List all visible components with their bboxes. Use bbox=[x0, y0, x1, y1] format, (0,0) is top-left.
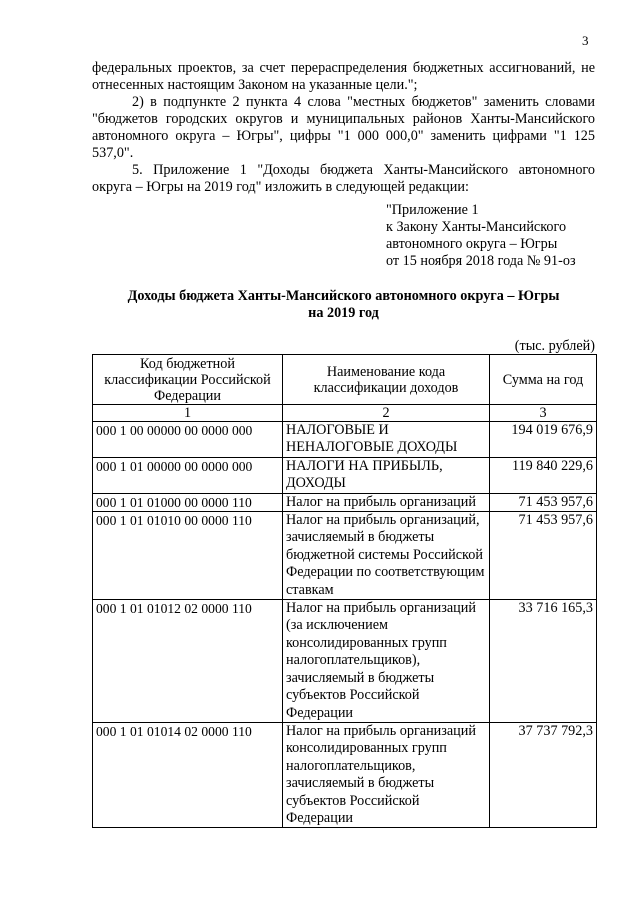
revenue-table bbox=[92, 354, 597, 828]
table-row bbox=[93, 457, 597, 493]
header-code: Код бюджетной классификации Российской Федерации bbox=[93, 355, 283, 405]
row-name: НАЛОГИ НА ПРИБЫЛЬ, ДОХОДЫ bbox=[283, 457, 490, 493]
row-amount: 119 840 229,6 bbox=[490, 457, 597, 493]
paragraph-3: 5. Приложение 1 "Доходы бюджета Ханты-Мансийского автономного округа – Югры на 2019 год" изложить в следующей редакции: bbox=[92, 162, 595, 195]
row-code: 000 1 01 01014 02 0000 110 bbox=[93, 722, 283, 827]
row-amount: 194 019 676,9 bbox=[490, 422, 597, 458]
row-amount: 71 453 957,6 bbox=[490, 493, 597, 511]
column-number-row bbox=[93, 405, 597, 422]
row-name: Налог на прибыль организаций консолидированных групп налогоплательщиков, зачисляемый в бюджеты субъектов Российской Федерации bbox=[283, 722, 490, 827]
title-line-1: Доходы бюджета Ханты-Мансийского автономного округа – Югры bbox=[127, 288, 560, 304]
appendix-ref-line-4: от 15 ноября 2018 года № 91-оз bbox=[386, 253, 576, 269]
appendix-ref-line-3: автономного округа – Югры bbox=[386, 236, 558, 252]
row-name: НАЛОГОВЫЕ И НЕНАЛОГОВЫЕ ДОХОДЫ bbox=[283, 422, 490, 458]
table-row bbox=[93, 422, 597, 458]
table-row bbox=[93, 512, 597, 600]
row-code: 000 1 01 01000 00 0000 110 bbox=[93, 493, 283, 511]
row-amount: 33 716 165,3 bbox=[490, 600, 597, 723]
row-code: 000 1 01 00000 00 0000 000 bbox=[93, 457, 283, 493]
appendix-ref-line-1: "Приложение 1 bbox=[386, 202, 479, 218]
row-code: 000 1 01 01012 02 0000 110 bbox=[93, 600, 283, 723]
row-name: Налог на прибыль организаций (за исключением консолидированных групп налогоплательщиков), зачисляемый в бюджеты субъектов Российской Федерации bbox=[283, 600, 490, 723]
row-name: Налог на прибыль организаций bbox=[283, 493, 490, 511]
column-number-3: 3 bbox=[490, 405, 597, 422]
row-code: 000 1 00 00000 00 0000 000 bbox=[93, 422, 283, 458]
title-line-2: на 2019 год bbox=[308, 305, 379, 321]
document-title bbox=[92, 288, 595, 322]
row-code: 000 1 01 01010 00 0000 110 bbox=[93, 512, 283, 600]
row-amount: 71 453 957,6 bbox=[490, 512, 597, 600]
header-name: Наименование кода классификации доходов bbox=[283, 355, 490, 405]
table-row bbox=[93, 722, 597, 827]
row-amount: 37 737 792,3 bbox=[490, 722, 597, 827]
table-header-row bbox=[93, 355, 597, 405]
paragraph-2: 2) в подпункте 2 пункта 4 слова "местных бюджетов" заменить словами "бюджетов городских округов и муниципальных районов Ханты-Мансийского автономного округа – Югры", цифры "1 000 000,0" заменить цифрами "1 125 537,0". bbox=[92, 94, 595, 161]
paragraph-1: федеральных проектов, за счет перераспределения бюджетных ассигнований, не отнесенных настоящим Законом на указанные цели."; bbox=[92, 60, 595, 93]
body-text bbox=[92, 60, 595, 196]
table-row bbox=[93, 493, 597, 511]
header-amount: Сумма на год bbox=[490, 355, 597, 405]
column-number-1: 1 bbox=[93, 405, 283, 422]
row-name: Налог на прибыль организаций, зачисляемый в бюджеты бюджетной системы Российской Федерации по соответствующим ставкам bbox=[283, 512, 490, 600]
column-number-2: 2 bbox=[283, 405, 490, 422]
units-label: (тыс. рублей) bbox=[514, 338, 595, 354]
table-row bbox=[93, 600, 597, 723]
appendix-ref-line-2: к Закону Ханты-Мансийского bbox=[386, 219, 567, 235]
page-number: 3 bbox=[582, 33, 589, 48]
appendix-reference bbox=[386, 202, 596, 270]
